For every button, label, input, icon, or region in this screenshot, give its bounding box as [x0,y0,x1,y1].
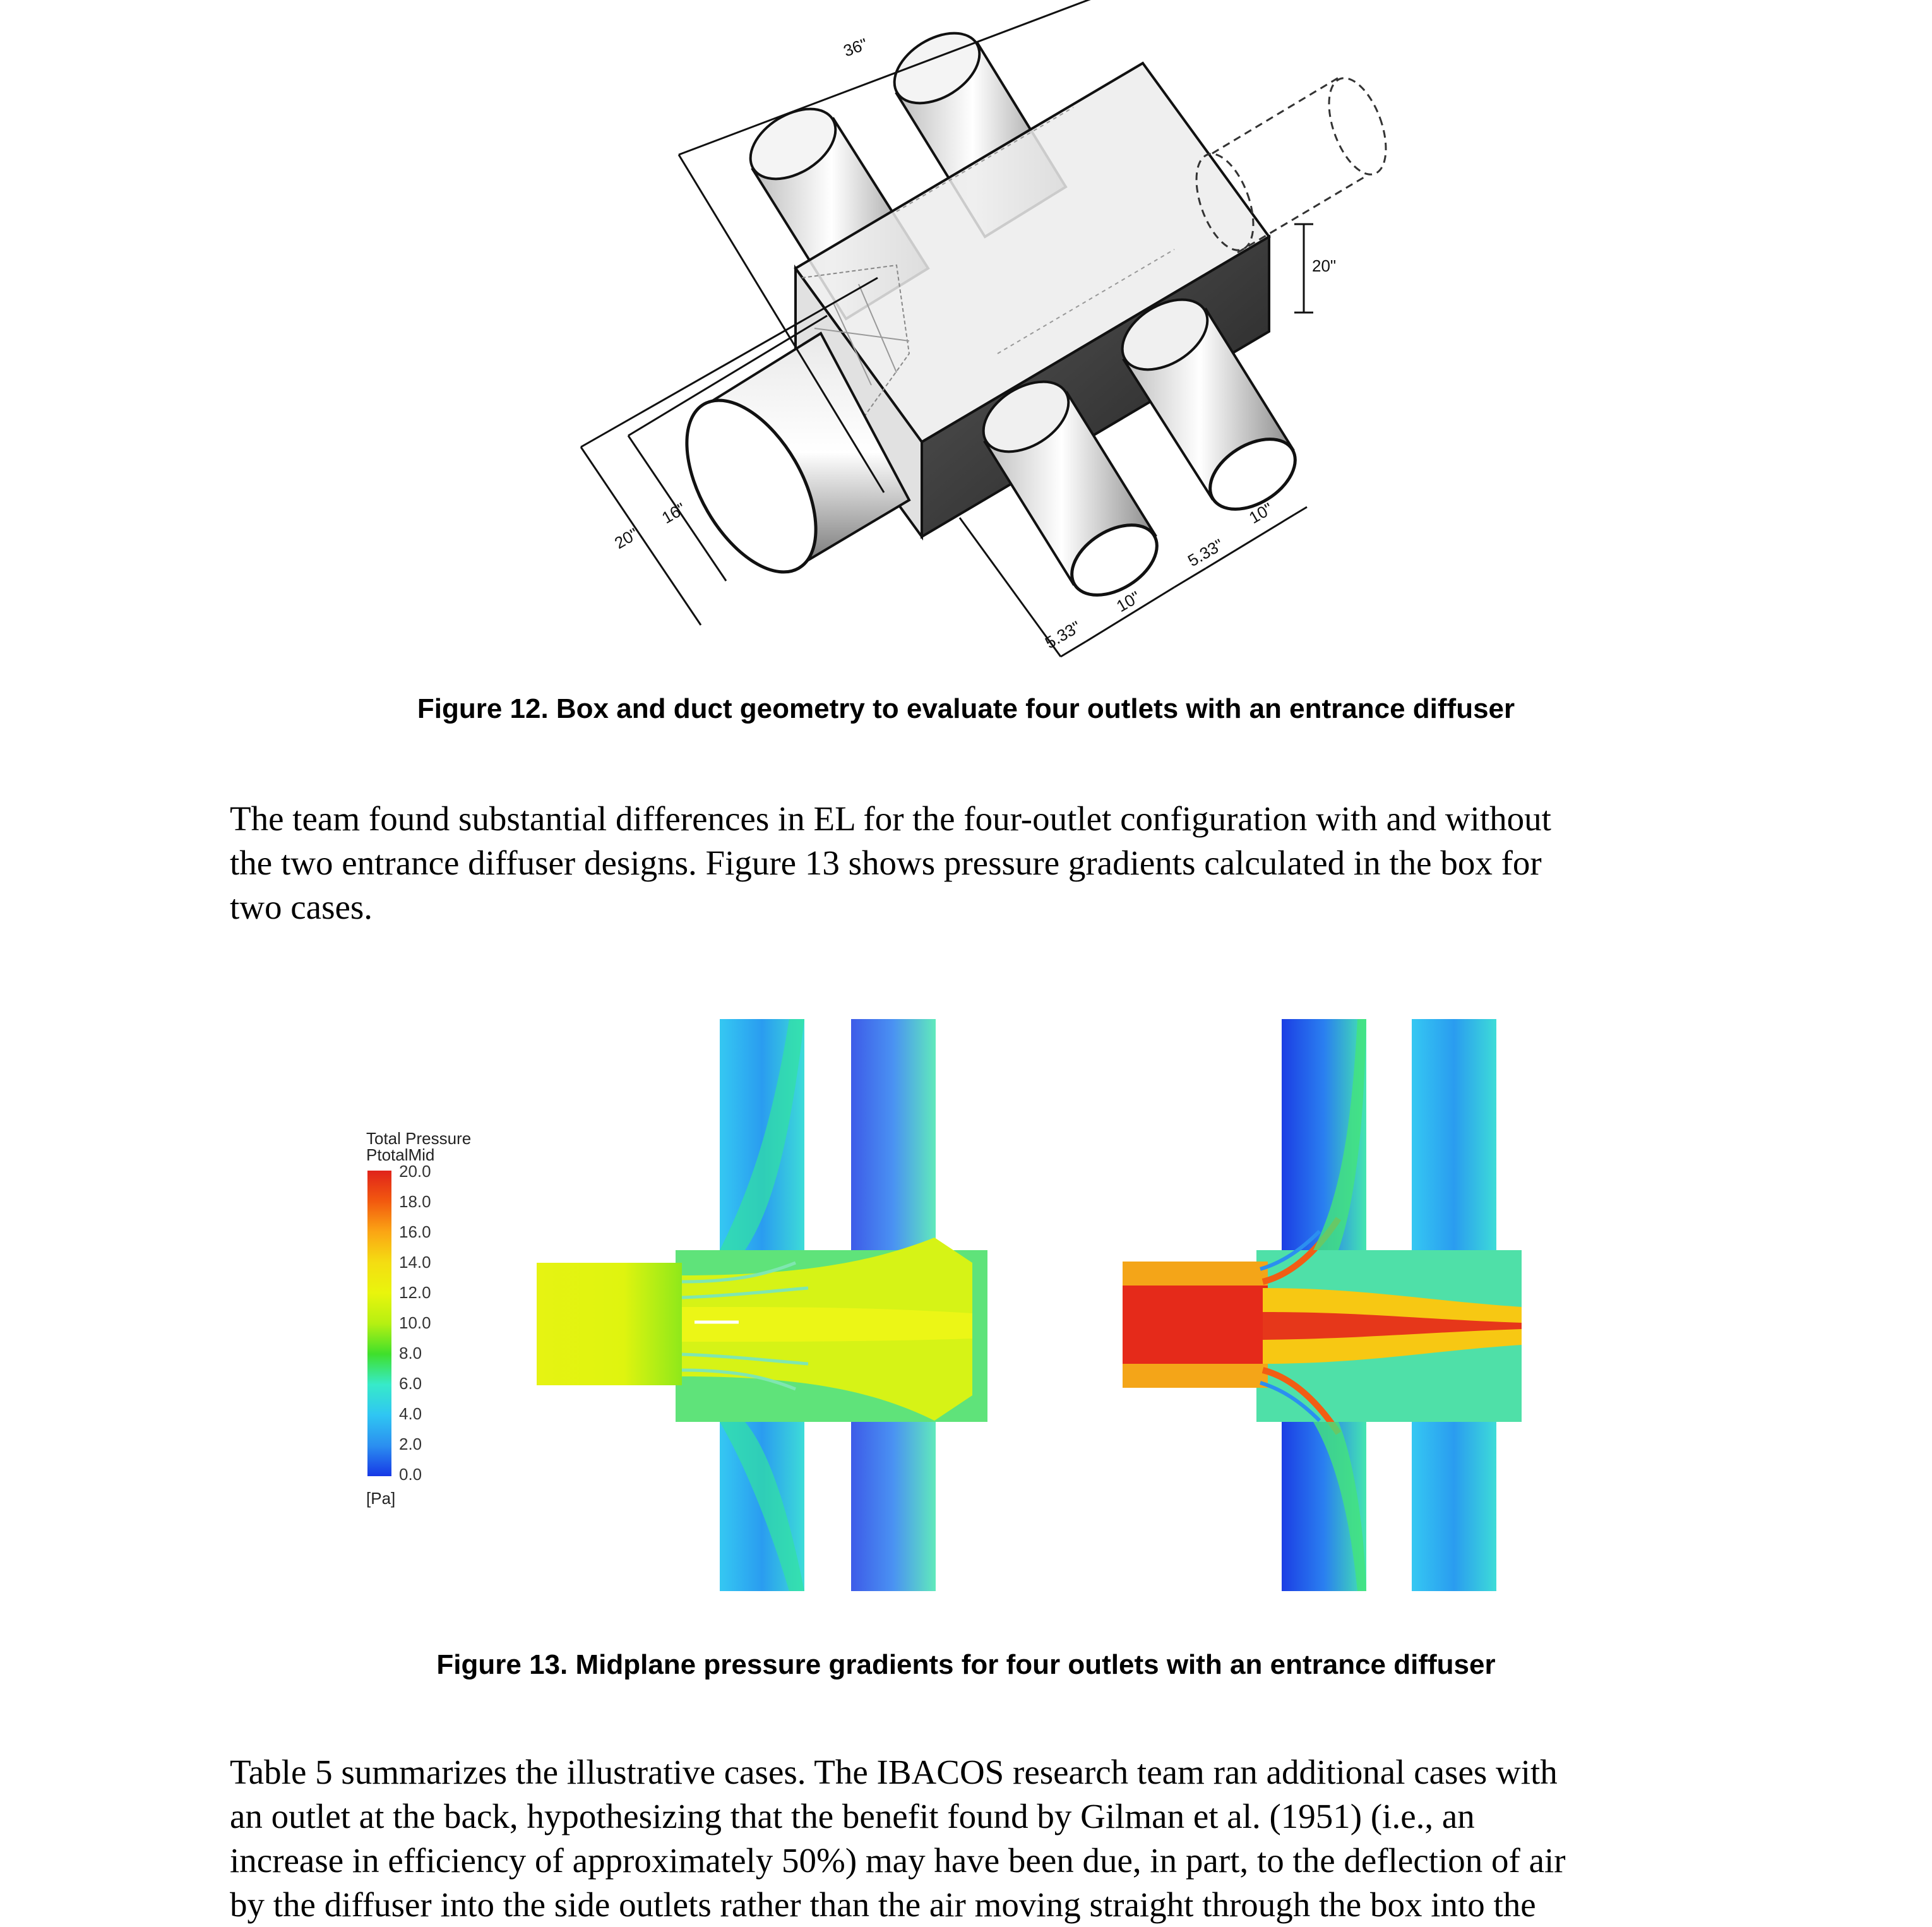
body-paragraph-2 [230,1750,1720,1927]
paragraph-line: by the diffuser into the side outlets rather than the air moving straight through the box into the [230,1885,1536,1924]
legend-tick-label: 18.0 [399,1192,431,1211]
dimension-label-10in-a: 10" [1246,499,1277,528]
dimension-label-5-33in-b: 5.33" [1042,617,1084,653]
figure-13-pressure-contours [354,1010,1616,1591]
paragraph-line: The team found substantial differences in EL for the four-outlet configuration with and without [230,799,1551,838]
dimension-label-20in-height: 20" [1312,256,1337,275]
legend-tick-label: 6.0 [399,1374,422,1393]
color-legend [366,1129,471,1508]
legend-title: Total Pressure [366,1129,472,1148]
contour-case-with-diffuser [1123,1019,1522,1591]
legend-tick-label: 2.0 [399,1435,422,1453]
dimension-label-36in: 36" [840,34,870,61]
legend-tick-label: 12.0 [399,1283,431,1302]
legend-variable: PtotalMid [366,1145,435,1164]
figure-12-caption: Figure 12. Box and duct geometry to evaluate four outlets with an entrance diffuser [417,693,1515,724]
paragraph-line: the two entrance diffuser designs. Figure 13 shows pressure gradients calculated in the box for [230,844,1542,882]
dimension-label-16in: 16" [659,499,689,528]
legend-ticks [399,1162,431,1484]
paragraph-line: increase in efficiency of approximately 50%) may have been due, in part, to the deflection of air [230,1841,1566,1880]
legend-unit: [Pa] [366,1489,396,1508]
contour-case-without-diffuser [537,1019,987,1591]
dimension-label-5-33in-a: 5.33" [1184,535,1227,571]
legend-tick-label: 10.0 [399,1313,431,1332]
dimension-label-10in-b: 10" [1113,587,1144,616]
body-paragraph-1 [230,797,1720,929]
legend-tick-label: 20.0 [399,1162,431,1181]
legend-tick-label: 14.0 [399,1253,431,1272]
paragraph-line: two cases. [230,888,373,926]
legend-tick-label: 16.0 [399,1222,431,1241]
legend-color-bar [367,1171,391,1476]
legend-tick-label: 4.0 [399,1404,422,1423]
paragraph-line: Table 5 summarizes the illustrative cases. The IBACOS research team ran additional cases with [230,1753,1558,1791]
legend-tick-label: 8.0 [399,1344,422,1363]
figure-13-caption: Figure 13. Midplane pressure gradients for four outlets with an entrance diffuser [436,1649,1496,1680]
figure-12-geometry-diagram [518,0,1414,669]
legend-tick-label: 0.0 [399,1465,422,1484]
paragraph-line: an outlet at the back, hypothesizing that the benefit found by Gilman et al. (1951) (i.e., an [230,1797,1475,1835]
dimension-label-20in-width: 20" [611,524,642,553]
